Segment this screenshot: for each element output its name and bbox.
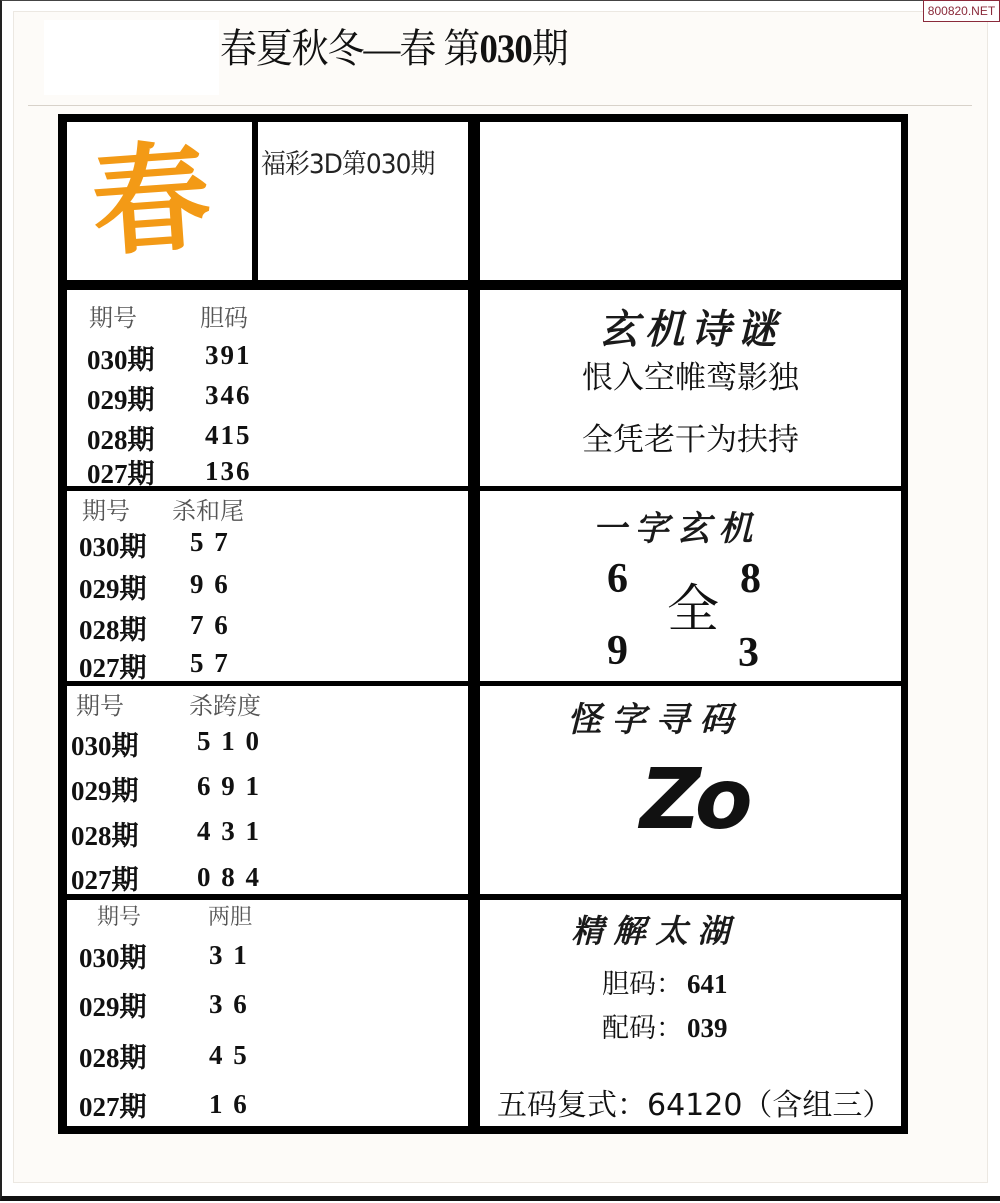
row-value: 5 7 [190,648,230,678]
row-period: 030期 [79,943,147,973]
section-sha-kua-du [67,686,468,894]
row-value: 3 6 [209,989,249,1019]
lottery-issue-label: 福彩3D第030期 [261,149,435,180]
row-value: 415 [205,420,252,450]
row-period: 028期 [79,1043,147,1073]
digit-top-left: 6 [607,556,628,602]
digit-bottom-left: 9 [607,628,628,674]
title-issue-number: 030 [479,26,532,71]
title-suffix: 期 [531,26,568,71]
page-title [220,24,698,74]
row-value: 1 6 [209,1089,249,1119]
row-value: 391 [205,340,252,370]
pei-ma-value: 039 [687,1013,728,1043]
row-value: 136 [205,456,252,486]
row-period: 027期 [71,865,139,894]
row-period: 029期 [79,992,147,1022]
header-value: 杀跨度 [189,692,261,720]
row-value: 5 7 [190,527,230,557]
dan-ma-value: 641 [687,969,728,999]
row-period: 029期 [71,776,139,806]
poem-title: 玄机诗谜 [598,306,783,353]
one-char-title: 一字玄机 [592,509,761,549]
watermark-badge: 800820.NET [923,0,1000,22]
season-char: 春 [87,126,215,273]
row-period: 029期 [87,385,155,415]
row-value: 9 6 [190,569,230,599]
digit-top-right: 8 [740,556,761,602]
taihu-title: 精解太湖 [571,912,740,950]
title-prefix: 春夏秋冬—春 第 [220,26,480,71]
row-period: 030期 [71,731,139,761]
poem-line: 全凭老干为扶持 [582,422,799,458]
row-period: 030期 [79,532,147,562]
one-char-panel [480,491,901,681]
row-value: 4 3 1 [197,816,261,846]
row-value: 4 5 [209,1040,249,1070]
odd-char-panel [480,686,901,894]
header-period: 期号 [76,692,124,720]
odd-char-title: 怪字寻码 [567,700,744,740]
row-period: 028期 [71,821,139,851]
odd-glyph: Zo [640,750,747,848]
section-dan-ma [67,290,468,486]
row-value: 346 [205,380,252,410]
forecast-board [58,114,908,1134]
header-period: 期号 [97,905,142,930]
pei-ma-line [602,1006,728,1045]
season-logo-cell [67,122,252,280]
center-char: 全 [667,580,720,640]
row-value: 5 1 0 [197,726,261,756]
title-backdrop [44,20,219,95]
header-value: 杀和尾 [172,497,244,525]
poem-line: 恨入空帷鸾影独 [582,360,799,396]
row-period: 029期 [79,574,147,604]
dan-ma-line [602,962,728,1001]
row-value: 0 8 4 [197,862,261,892]
section-sha-he-wei [67,491,468,681]
five-code-combo: 五码复式：64120（含组三） [497,1088,893,1123]
row-period: 027期 [79,1092,147,1122]
issue-cell [258,122,468,280]
row-value: 3 1 [209,940,249,970]
section-liang-dan [67,900,468,1126]
dan-ma-label: 胆码： [602,969,683,1000]
header-value: 胆码 [200,304,248,332]
row-value: 6 9 1 [197,771,261,801]
header-period: 期号 [89,304,137,332]
pei-ma-label: 配码： [602,1013,683,1044]
row-value: 7 6 [190,610,230,640]
title-divider [28,105,972,106]
row-period: 027期 [79,653,147,681]
poem-riddle-panel [480,290,901,486]
row-period: 028期 [79,615,147,645]
top-right-blank-cell [480,122,901,280]
header-period: 期号 [82,497,130,525]
row-period: 027期 [87,459,155,486]
row-period: 030期 [87,345,155,375]
row-period: 028期 [87,425,155,455]
header-value: 两胆 [208,905,253,930]
taihu-analysis-panel [480,900,901,1126]
digit-bottom-right: 3 [738,630,759,676]
